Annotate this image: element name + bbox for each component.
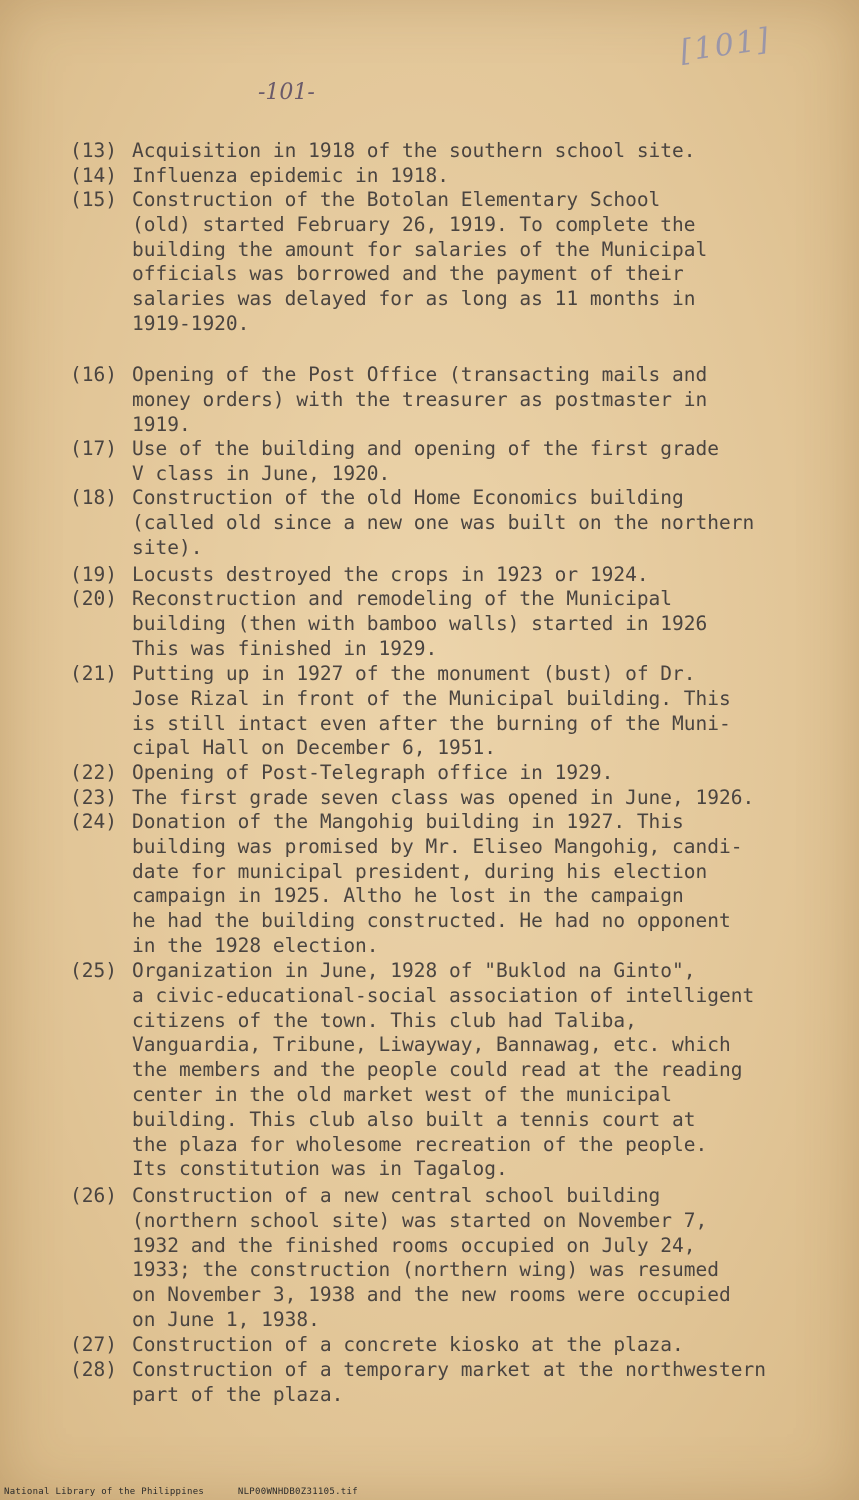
item-text [132,662,731,761]
item-text-line: (northern school site) was started on November 7, [132,1208,708,1232]
item-number: (28) [70,1358,117,1381]
item-text-line: Opening of Post-Telegraph office in 1929. [132,761,614,784]
item-text-line: Locusts destroyed the crops in 1923 or 1924. [132,563,649,586]
item-text-line: This was finished in 1929. [132,636,438,660]
item-text [132,486,754,560]
item-text [132,1358,766,1408]
item-text [132,959,754,1182]
item-text-line: in the 1928 election. [132,933,379,957]
item-text-line: (old) started February 26, 1919. To complete the [132,212,696,236]
item-text-line: Its constitution was in Tagalog. [132,1157,508,1181]
footer-file: NLP00WNHDB0Z31105.tif [237,1487,358,1497]
item-text-line: 1919. [132,412,191,436]
item-text [132,188,707,337]
item-text-line: cipal Hall on December 6, 1951. [132,736,496,760]
item-text [132,587,707,661]
item-number: (24) [70,810,117,833]
item-text-line: Jose Rizal in front of the Municipal building. This [132,686,731,710]
item-text-line: building was promised by Mr. Eliseo Mangohig, candi- [132,834,743,858]
item-text-line: Donation of the Mangohig building in 1927. This [132,810,684,833]
item-number: (27) [70,1333,117,1356]
item-text-line: Vanguardia, Tribune, Liwayway, Bannawag, etc. which [132,1033,731,1057]
item-text-line: V class in June, 1920. [132,461,391,485]
item-number: (25) [70,959,117,982]
item-text-line: Use of the building and opening of the first grade [132,437,719,460]
item-text-line: Construction of a new central school building [132,1184,661,1207]
item-text-line: Opening of the Post Office (transacting mails and [132,363,708,386]
item-number: (22) [70,761,117,784]
item-text-line: date for municipal president, during his election [132,859,708,883]
item-text-line: he had the building constructed. He had no opponent [132,909,731,933]
item-text-line: is still intact even after the burning of the Muni- [132,711,731,735]
item-number: (26) [70,1184,117,1207]
item-text [132,1184,731,1333]
item-text-line: a civic-educational-social association of intelligent [132,983,755,1007]
item-number: (17) [70,437,117,460]
item-text-line: Construction of the old Home Economics building [132,486,684,509]
item-text [132,563,649,588]
item-text [132,164,449,189]
item-text-line: The first grade seven class was opened in June, 1926. [132,786,755,809]
item-text [132,786,754,811]
item-text-line: 1933; the construction (northern wing) was resumed [132,1258,719,1282]
item-text-line: Organization in June, 1928 of "Buklod na Ginto", [132,959,696,982]
item-text-line: money orders) with the treasurer as postmaster in [132,387,708,411]
item-text [132,437,719,487]
item-text-line: (called old since a new one was built on the northern [132,510,755,534]
item-text-line: building (then with bamboo walls) started in 1926 [132,611,708,635]
item-text-line: Construction of the Botolan Elementary School [132,188,661,211]
footer-library: National Library of the Philippines [4,1487,205,1497]
item-text [132,139,696,164]
item-text [132,1333,684,1358]
item-text-line: 1932 and the finished rooms occupied on July 24, [132,1233,696,1257]
item-text-line: part of the plaza. [132,1382,344,1406]
item-number: (16) [70,363,117,386]
scan-footer [4,1487,386,1497]
item-text-line: on June 1, 1938. [132,1307,320,1331]
item-number: (19) [70,563,117,586]
item-number: (23) [70,786,117,809]
item-number: (20) [70,587,117,610]
item-text-line: Construction of a concrete kiosko at the plaza. [132,1333,684,1356]
item-text-line: campaign in 1925. Altho he lost in the campaign [132,884,684,908]
item-text-line: site). [132,535,203,559]
item-number: (18) [70,486,117,509]
item-text-line: Acquisition in 1918 of the southern school site. [132,139,696,162]
item-number: (15) [70,188,117,211]
item-text-line: building. This club also built a tennis court at [132,1107,696,1131]
handwritten-reference-number: [101] [678,21,773,70]
item-text-line: Construction of a temporary market at the northwestern [132,1358,766,1381]
item-text-line: the plaza for wholesome recreation of the people. [132,1132,708,1156]
item-text-line: officials was borrowed and the payment of their [132,262,684,286]
item-text-line: Influenza epidemic in 1918. [132,164,449,187]
item-text-line: Reconstruction and remodeling of the Municipal [132,587,673,610]
item-text-line: salaries was delayed for as long as 11 months in [132,287,696,311]
item-text-line: building the amount for salaries of the Municipal [132,237,708,261]
item-text-line: center in the old market west of the municipal [132,1082,673,1106]
item-text-line: Putting up in 1927 of the monument (bust) of Dr. [132,662,696,685]
page-number: -101- [258,80,315,105]
item-text-line: citizens of the town. This club had Taliba, [132,1008,637,1032]
item-text [132,363,707,437]
item-text [132,810,742,959]
item-number: (14) [70,164,117,187]
item-number: (21) [70,662,117,685]
item-text-line: 1919-1920. [132,311,250,335]
item-text [132,761,613,786]
item-text-line: the members and the people could read at the reading [132,1058,743,1082]
item-number: (13) [70,139,117,162]
item-text-line: on November 3, 1938 and the new rooms were occupied [132,1283,731,1307]
